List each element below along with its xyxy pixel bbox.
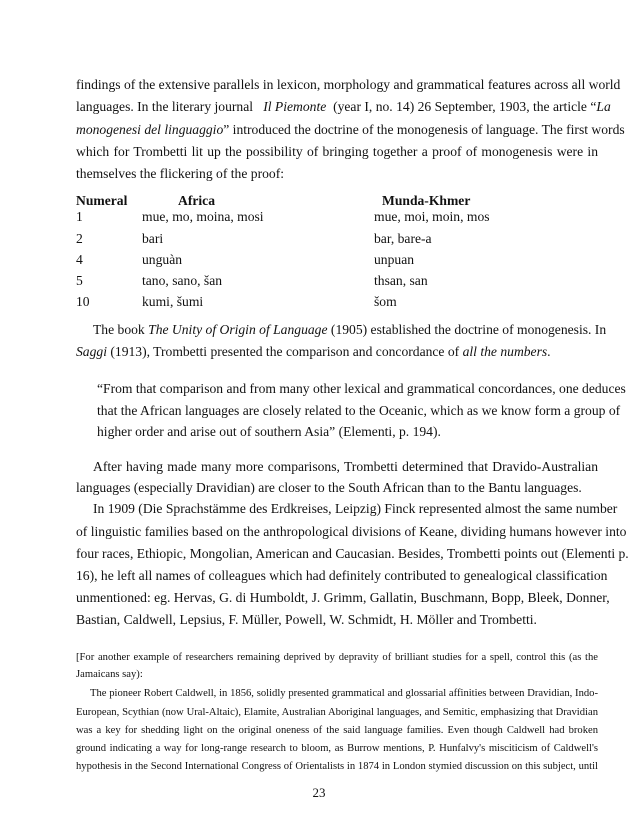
table-header-africa: Africa: [178, 193, 215, 208]
table-cell: 10: [76, 294, 90, 309]
text-span: The book: [93, 322, 145, 337]
paragraph-line: which for Trombetti lit up the possibility of bringing together a proof of monogenesis were in: [76, 144, 598, 159]
article-title-part: La: [596, 99, 611, 114]
text-span: .: [547, 344, 551, 359]
table-cell: 5: [76, 273, 83, 288]
table-cell: tano, sano, šan: [142, 273, 223, 288]
article-title-part: monogenesi del linguaggio: [76, 122, 224, 137]
table-cell: mue, moi, moin, mos: [374, 209, 490, 224]
paragraph-line: [76, 343, 598, 361]
table-cell: unguàn: [142, 252, 183, 267]
emphasis: all the numbers: [462, 344, 548, 359]
note-line: hypothesis in the Second International Congress of Orientalists in 1874 in London stymied discussion on this subject, until: [76, 761, 598, 772]
text-span: ” introduced the doctrine of the monogenesis of language. The first words: [223, 122, 625, 137]
table-header-munda-khmer: Munda-Khmer: [382, 193, 471, 208]
paragraph-line: of linguistic families based on the anthropological divisions of Keane, dividing humans however into: [76, 524, 627, 539]
note-line: The pioneer Robert Caldwell, in 1856, solidly presented grammatical and glossarial affinities between Dravidian, Indo-: [90, 688, 598, 699]
note-line: [For another example of researchers remaining deprived by depravity of brilliant studies for a spell, control this (as the: [76, 652, 598, 663]
page-number: 23: [312, 785, 326, 800]
note-line: European, Scythian (now Ural-Altaic), Elamite, Australian Aboriginal languages, and Semitic, emphasizing that Dravidian: [76, 707, 598, 718]
paragraph-line: 16), he left all names of colleagues which had definitely contributed to genealogical classification: [76, 568, 608, 583]
text-span: (1913), Trombetti presented the comparison and concordance of: [110, 344, 460, 359]
book-title: The Unity of Origin of Language: [148, 322, 328, 337]
table-cell: kumi, šumi: [142, 294, 204, 309]
paragraph-line: [93, 321, 607, 339]
table-cell: unpuan: [374, 252, 415, 267]
paragraph-line: [76, 98, 611, 116]
table-cell: bar, bare-a: [374, 231, 432, 246]
table-cell: mue, mo, moina, mosi: [142, 209, 264, 224]
paragraph-line: languages (especially Dravidian) are closer to the South African than to the Bantu languages.: [76, 480, 582, 495]
paragraph-line: four races, Ethiopic, Mongolian, American and Caucasian. Besides, Trombetti points out (Elementi p.: [76, 546, 629, 561]
table-cell: šom: [374, 294, 397, 309]
book-title: Saggi: [76, 344, 107, 359]
table-header-numeral: Numeral: [76, 193, 128, 208]
text-span: (year I, no. 14) 26 September, 1903, the article “: [333, 99, 597, 114]
paragraph-line: unmentioned: eg. Hervas, G. di Humboldt, J. Grimm, Gallatin, Buschmann, Bopp, Bleek, Donner,: [76, 590, 610, 605]
quote-line: higher order and arise out of southern Asia” (Elementi, p. 194).: [97, 424, 441, 439]
paragraph-line: After having made many more comparisons, Trombetti determined that Dravido-Australian: [93, 459, 598, 474]
table-cell: 4: [76, 252, 83, 267]
note-line: was a key for shedding light on the original oneness of the said language families. Even though Caldwell had broken: [76, 725, 598, 736]
table-cell: thsan, san: [374, 273, 428, 288]
journal-title: Il Piemonte: [263, 99, 327, 114]
note-line: ground indicating a way for long-range research to bloom, as Burrow mentions, P. Hunfalvy's misciticism of Caldwell's: [76, 743, 598, 754]
paragraph-line: findings of the extensive parallels in lexicon, morphology and grammatical features across all world: [76, 77, 621, 92]
quote-line: that the African languages are closely related to the Oceanic, which as we know form a group of: [97, 403, 621, 418]
paragraph-line: Bastian, Caldwell, Lepsius, F. Müller, Powell, W. Schmidt, H. Möller and Trombetti.: [76, 612, 537, 627]
table-cell: 1: [76, 209, 83, 224]
text-span: languages. In the literary journal: [76, 99, 254, 114]
text-span: (1905) established the doctrine of monogenesis. In: [330, 322, 607, 337]
table-cell: 2: [76, 231, 83, 246]
table-cell: bari: [142, 231, 164, 246]
paragraph-line: themselves the flickering of the proof:: [76, 166, 284, 181]
quote-line: “From that comparison and from many other lexical and grammatical concordances, one deduces: [97, 381, 626, 396]
note-line: Jamaicans say):: [76, 669, 143, 680]
paragraph-line: [76, 121, 625, 139]
paragraph-line: In 1909 (Die Sprachstämme des Erdkreises, Leipzig) Finck represented almost the same number: [93, 501, 618, 516]
